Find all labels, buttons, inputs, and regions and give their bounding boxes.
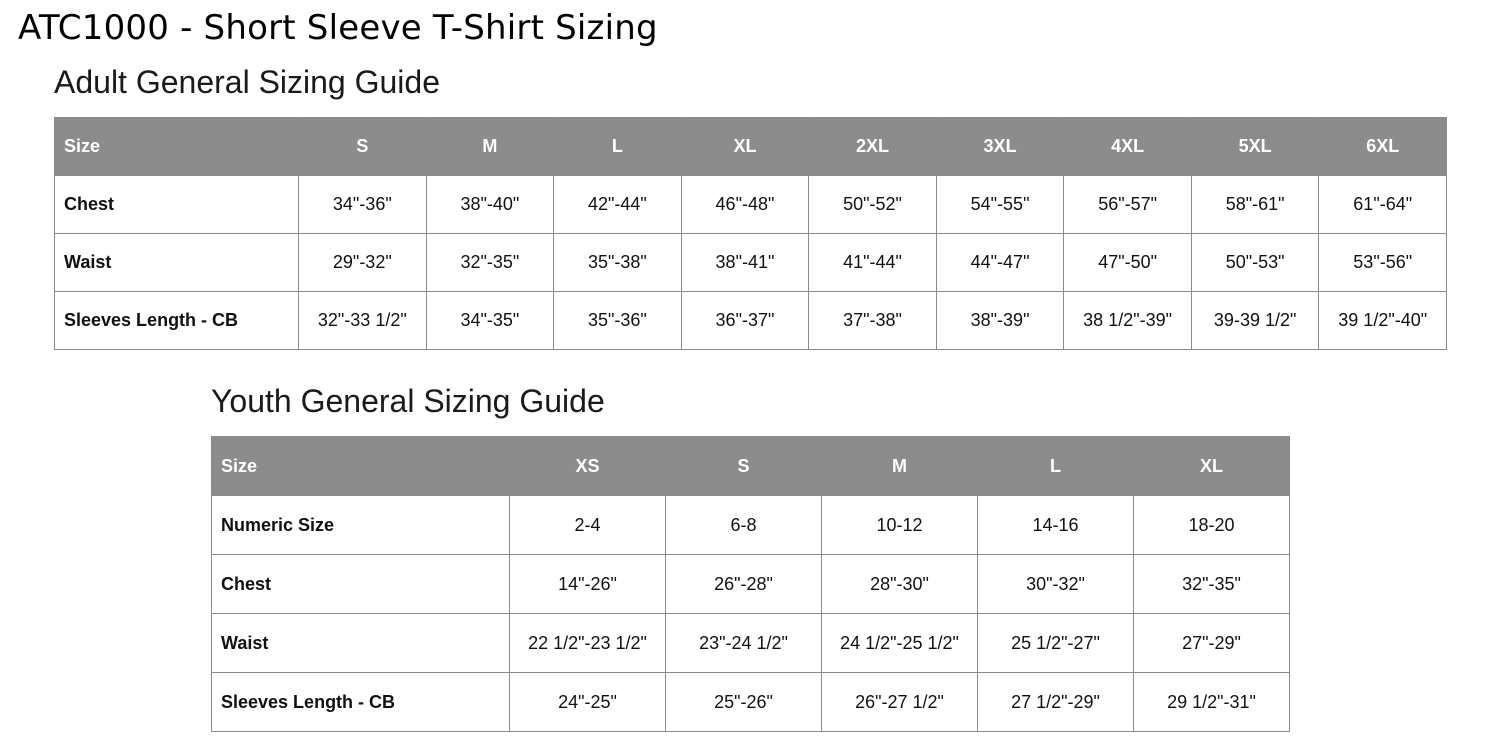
table-cell: 38"-40"	[426, 176, 554, 234]
page-title: ATC1000 - Short Sleeve T-Shirt Sizing	[18, 8, 658, 48]
table-cell: 29"-32"	[299, 234, 427, 292]
header-cell: L	[554, 118, 682, 176]
header-cell: M	[426, 118, 554, 176]
table-cell: 22 1/2"-23 1/2"	[510, 614, 666, 673]
table-cell: 53"-56"	[1319, 234, 1447, 292]
table-cell: 26"-28"	[666, 555, 822, 614]
table-cell: 32"-35"	[1134, 555, 1290, 614]
row-label: Waist	[55, 234, 299, 292]
table-cell: 41"-44"	[809, 234, 937, 292]
table-cell: 35"-36"	[554, 292, 682, 350]
table-cell: 58"-61"	[1191, 176, 1319, 234]
table-cell: 32"-35"	[426, 234, 554, 292]
header-cell: M	[822, 437, 978, 496]
row-label: Sleeves Length - CB	[55, 292, 299, 350]
row-label: Sleeves Length - CB	[212, 673, 510, 732]
table-cell: 44"-47"	[936, 234, 1064, 292]
table-cell: 26"-27 1/2"	[822, 673, 978, 732]
table-cell: 38"-41"	[681, 234, 809, 292]
header-cell: L	[978, 437, 1134, 496]
table-cell: 61"-64"	[1319, 176, 1447, 234]
table-row	[55, 292, 1447, 350]
row-label: Chest	[55, 176, 299, 234]
table-cell: 56"-57"	[1064, 176, 1192, 234]
table-cell: 6-8	[666, 496, 822, 555]
table-cell: 46"-48"	[681, 176, 809, 234]
header-cell: 2XL	[809, 118, 937, 176]
table-row	[212, 555, 1290, 614]
table-cell: 34"-35"	[426, 292, 554, 350]
table-cell: 14-16	[978, 496, 1134, 555]
table-row	[212, 614, 1290, 673]
row-label: Chest	[212, 555, 510, 614]
header-cell: 4XL	[1064, 118, 1192, 176]
table-cell: 23"-24 1/2"	[666, 614, 822, 673]
table-cell: 38"-39"	[936, 292, 1064, 350]
table-cell: 36"-37"	[681, 292, 809, 350]
table-row	[55, 176, 1447, 234]
table-cell: 54"-55"	[936, 176, 1064, 234]
table-row	[212, 673, 1290, 732]
table-cell: 18-20	[1134, 496, 1290, 555]
row-label: Numeric Size	[212, 496, 510, 555]
table-cell: 38 1/2"-39"	[1064, 292, 1192, 350]
table-cell: 24"-25"	[510, 673, 666, 732]
header-cell: XL	[681, 118, 809, 176]
table-cell: 34"-36"	[299, 176, 427, 234]
header-cell: 5XL	[1191, 118, 1319, 176]
table-cell: 35"-38"	[554, 234, 682, 292]
header-cell: Size	[55, 118, 299, 176]
adult-sizing-table	[54, 117, 1447, 350]
table-cell: 50"-52"	[809, 176, 937, 234]
table-cell: 29 1/2"-31"	[1134, 673, 1290, 732]
header-cell: XS	[510, 437, 666, 496]
row-label: Waist	[212, 614, 510, 673]
youth-section-title: Youth General Sizing Guide	[211, 383, 605, 419]
table-cell: 25 1/2"-27"	[978, 614, 1134, 673]
adult-section-title: Adult General Sizing Guide	[54, 64, 440, 100]
youth-sizing-table	[211, 436, 1290, 732]
header-cell: 3XL	[936, 118, 1064, 176]
table-cell: 42"-44"	[554, 176, 682, 234]
table-cell: 30"-32"	[978, 555, 1134, 614]
header-cell: Size	[212, 437, 510, 496]
table-cell: 25"-26"	[666, 673, 822, 732]
header-cell: S	[666, 437, 822, 496]
header-cell: S	[299, 118, 427, 176]
table-header-row	[55, 118, 1447, 176]
table-cell: 50"-53"	[1191, 234, 1319, 292]
table-row	[55, 234, 1447, 292]
table-row	[212, 496, 1290, 555]
table-cell: 39 1/2"-40"	[1319, 292, 1447, 350]
table-cell: 2-4	[510, 496, 666, 555]
table-cell: 37"-38"	[809, 292, 937, 350]
table-cell: 47"-50"	[1064, 234, 1192, 292]
table-cell: 27"-29"	[1134, 614, 1290, 673]
table-cell: 14"-26"	[510, 555, 666, 614]
header-cell: 6XL	[1319, 118, 1447, 176]
table-cell: 24 1/2"-25 1/2"	[822, 614, 978, 673]
table-cell: 32"-33 1/2"	[299, 292, 427, 350]
table-cell: 39-39 1/2"	[1191, 292, 1319, 350]
table-cell: 28"-30"	[822, 555, 978, 614]
table-cell: 10-12	[822, 496, 978, 555]
header-cell: XL	[1134, 437, 1290, 496]
table-cell: 27 1/2"-29"	[978, 673, 1134, 732]
table-header-row	[212, 437, 1290, 496]
